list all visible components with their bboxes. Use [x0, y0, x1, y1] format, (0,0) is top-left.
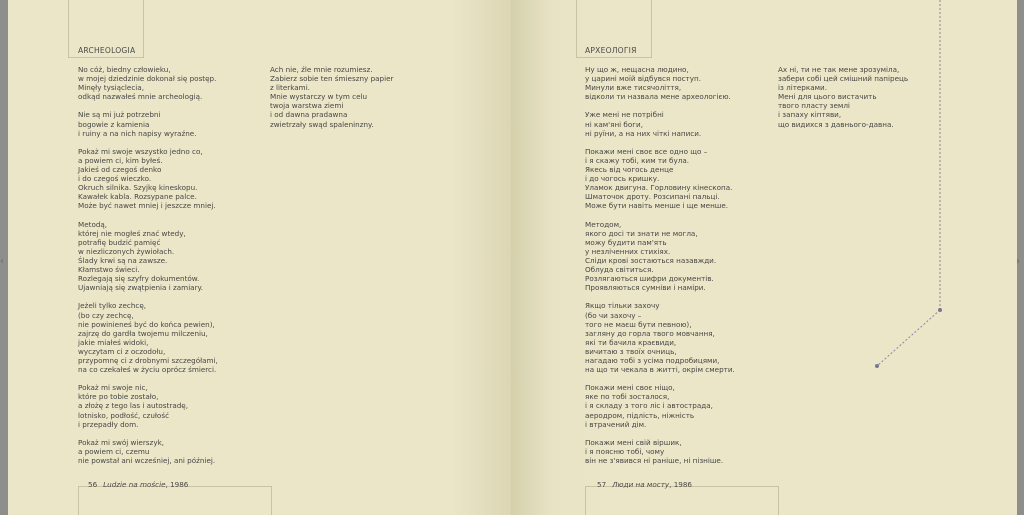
poem-line: (bo czy zechcę,	[78, 310, 134, 320]
chevron-left-icon[interactable]: ‹	[0, 256, 4, 267]
poem-stanza	[78, 438, 218, 465]
poem-line: na co czekałeś w życiu oprócz śmierci.	[78, 365, 217, 375]
page-title: АРХЕОЛОГІЯ	[585, 46, 637, 55]
poem-line: której nie mogłeś znać wtedy,	[78, 228, 186, 238]
poem-line: можу будити пам'ять	[585, 237, 667, 247]
poem-line: i ruiny a na nich napisy wyraźne.	[78, 128, 197, 138]
poem-line: ні руїни, а на них чіткі написи.	[585, 128, 702, 138]
page-number: 57	[597, 480, 607, 489]
poem-line: Облуда світиться.	[585, 265, 654, 275]
page-title: ARCHEOLOGIA	[78, 46, 136, 55]
poem-line: Mnie wystarczy w tym celu	[270, 92, 368, 102]
poem-line: bogowie z kamienia	[78, 119, 150, 129]
poem-line: przypomnę ci z drobnymi szczegółami,	[78, 356, 218, 365]
poem-line: Ну що ж, нещасна людино,	[585, 65, 689, 74]
poem-line: Сліди крові зостаються назавжди.	[585, 255, 717, 265]
poem-line: Ślady krwi są na zawsze.	[78, 255, 168, 265]
poem-line: Może być nawet mniej i jeszcze mniej.	[78, 201, 216, 211]
poem-line: Pokaż mi swój wierszyk,	[78, 437, 165, 447]
poem-line: które po tobie zostało,	[78, 392, 159, 402]
poem-line: odkąd nazwałeś mnie archeologią.	[78, 92, 203, 102]
poem-stanza	[585, 147, 735, 211]
poem-line: Jeżeli tylko zechcę,	[78, 301, 147, 311]
poem-line: w niezliczonych żywiołach.	[78, 246, 175, 256]
poem-stanza	[585, 438, 735, 465]
poem-line: Покажи мені своє все одно що –	[585, 146, 708, 156]
poem-line: які ти бачила краєвиди,	[585, 337, 677, 347]
poem-line: Kłamstwo świeci.	[78, 265, 140, 275]
page-footer	[88, 480, 188, 489]
poem-line: a złożę z tego las i autostradę,	[78, 401, 189, 411]
poem-line: Kawałek kabla. Rozsypane palce.	[78, 192, 197, 202]
chevron-right-icon[interactable]: ›	[1016, 256, 1020, 267]
poem-line: i od dawna pradawna	[270, 110, 348, 120]
poem-line: wyczytam ci z oczodołu,	[78, 346, 166, 356]
poem-line: у царині моїй відбувся поступ.	[585, 74, 701, 84]
poem-line: a powiem ci, czemu	[78, 446, 150, 456]
poem-line: Pokaż mi swoje wszystko jedno co,	[78, 146, 203, 156]
poem-stanza	[585, 383, 735, 428]
poem-column-1	[585, 65, 735, 474]
poem-line: Nie są mi już potrzebni	[78, 110, 161, 120]
poem-stanza	[78, 147, 218, 211]
line-node	[875, 364, 879, 368]
poem-line: z literkami.	[270, 83, 310, 93]
left-page	[8, 0, 511, 515]
poem-line: Якесь від чогось денце	[585, 165, 674, 175]
poem-line: Okruch silnika. Szyjkę kineskopu.	[78, 183, 198, 193]
poem-line: lotnisko, podłość, czułość	[78, 410, 170, 420]
poem-line: що видихся з давнього-давна.	[778, 119, 894, 129]
poem-line: Може бути навіть менше і ще менше.	[585, 201, 729, 211]
poem-line: jakie miałeś widoki,	[78, 337, 149, 347]
poem-line: нагадаю тобі з усіма подробицями,	[585, 356, 720, 365]
poem-stanza	[78, 220, 218, 293]
poem-line: a powiem ci, kim byłeś.	[78, 155, 163, 165]
poem-stanza	[585, 220, 735, 293]
poem-line: і я складу з того ліс і автострада,	[585, 401, 713, 411]
poem-line: і втрачений дім.	[585, 419, 647, 429]
poem-line: Ach nie, źle mnie rozumiesz.	[270, 65, 373, 74]
poem-line: Минули вже тисячоліття,	[585, 83, 682, 93]
poem-stanza	[778, 65, 908, 129]
poem-stanza	[78, 110, 218, 137]
poem-line: i do czegoś wieczko.	[78, 174, 152, 184]
poem-line: Покажи мені своє ніщо,	[585, 383, 675, 393]
poem-line: potrafię budzić pamięć	[78, 237, 161, 247]
poem-stanza	[78, 383, 218, 428]
poem-line: Ujawniają się zwątpienia i zamiary.	[78, 283, 204, 293]
page-number: 56	[88, 480, 98, 489]
poem-line: Zabierz sobie ten śmieszny papier	[270, 74, 394, 84]
poem-line: якого досі ти знати не могла,	[585, 228, 698, 238]
poem-line: яке по тобі зосталося,	[585, 392, 670, 402]
poem-line: і до чогось кришку.	[585, 174, 660, 184]
book-title: Люди на мосту	[612, 480, 670, 489]
poem-line: Pokaż mi swoje nic,	[78, 383, 148, 393]
poem-line: Metodą,	[78, 219, 108, 229]
poem-line: twoja warstwa ziemi	[270, 101, 344, 111]
book-title: Ludzie na moście	[103, 480, 166, 489]
poem-line: Jakieś od czegoś denko	[78, 165, 162, 175]
footer-frame	[78, 486, 272, 515]
poem-line: аеродром, підлість, ніжність	[585, 410, 695, 420]
poem-line: він не з'явився ні раніше, ні пізніше.	[585, 456, 724, 466]
poem-line: загляну до горла твого мовчання,	[585, 328, 715, 338]
poem-line: Розлягаються шифри документів.	[585, 274, 714, 284]
poem-stanza	[585, 110, 735, 137]
poem-line: Покажи мені свій віршик,	[585, 437, 682, 447]
poem-line: Шматочок дроту. Розсипані пальці.	[585, 192, 720, 202]
poem-line: (бо чи захочу –	[585, 310, 642, 320]
poem-line: Мені для цього вистачить	[778, 92, 877, 102]
poem-column-2	[270, 65, 394, 138]
poem-line: забери собі цей смішний папірець	[778, 74, 909, 84]
book-year: , 1986	[669, 480, 693, 489]
poem-line: у незліченних стихіях.	[585, 246, 671, 256]
poem-line: і запаху кіптяви,	[778, 110, 842, 120]
poem-line: No cóż, biedny człowieku,	[78, 65, 171, 74]
poem-line: Minęły tysiąclecia,	[78, 83, 144, 93]
poem-stanza	[78, 65, 218, 101]
poem-line: і я скажу тобі, ким ти була.	[585, 155, 690, 165]
poem-line: Уламок двигуна. Горловину кінескопа.	[585, 183, 733, 193]
book-year: , 1986	[165, 480, 189, 489]
page-footer	[597, 480, 692, 489]
line-node	[938, 308, 942, 312]
poem-line: zwietrzały swąd spaleninzny.	[270, 119, 374, 129]
poem-line: nie powinieneś być do końca pewien),	[78, 319, 215, 329]
poem-line: і я поясню тобі, чому	[585, 446, 665, 456]
poem-stanza	[585, 301, 735, 374]
poem-stanza	[270, 65, 394, 129]
poem-column-1	[78, 65, 218, 474]
poem-column-2	[778, 65, 908, 138]
poem-stanza	[78, 301, 218, 374]
poem-line: Методом,	[585, 219, 622, 229]
poem-line: Rozlegają się szyfry dokumentów.	[78, 274, 200, 284]
poem-line: zajrzę do gardła twojemu milczeniu,	[78, 328, 208, 338]
poem-line: на що ти чекала в житті, окрім смерти.	[585, 365, 735, 375]
poem-line: твого пласту землі	[778, 101, 850, 111]
poem-line: із літерками.	[778, 83, 827, 93]
poem-line: Уже мені не потрібні	[585, 110, 664, 120]
poem-line: вичитаю з твоїх очниць,	[585, 346, 677, 356]
poem-line: Якщо тільки захочу	[585, 301, 660, 311]
poem-line: відколи ти назвала мене археологією.	[585, 92, 731, 102]
poem-line: ні кам'яні боги,	[585, 119, 643, 129]
footer-frame	[585, 486, 779, 515]
right-page	[511, 0, 1017, 515]
poem-line: того не маєш бути певною),	[585, 319, 692, 329]
poem-line: i przepadły dom.	[78, 419, 139, 429]
poem-line: Ах ні, ти не так мене зрозуміла,	[778, 65, 900, 74]
poem-line: nie powstał ani wcześniej, ani później.	[78, 456, 216, 466]
poem-stanza	[585, 65, 735, 101]
poem-line: w mojej dziedzinie dokonał się postęp.	[78, 74, 217, 84]
poem-line: Проявляються сумніви і наміри.	[585, 283, 706, 293]
